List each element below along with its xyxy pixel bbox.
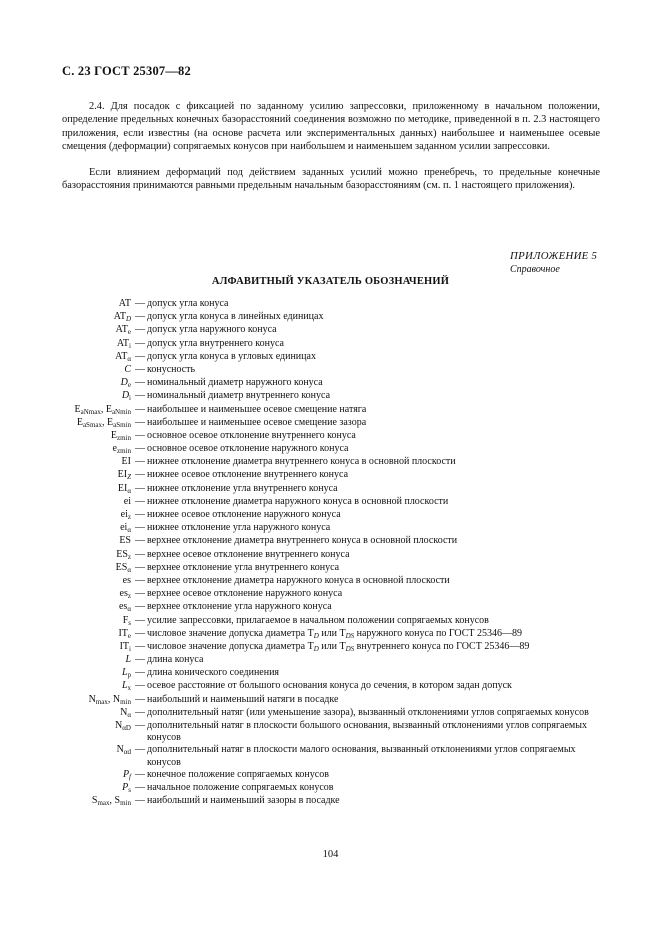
index-description: верхнее отклонение угла внутреннего конуса [147,561,340,573]
appendix-note: Справочное [510,264,560,275]
index-description: верхнее отклонение угла наружного конуса [147,601,332,613]
index-row: $IT_i$ — числовое значение допуска диаметра $T_D$ или $T_{DS}$ внутреннего конуса по ГОСТ 25346—89 [0,641,661,654]
index-description: наибольшее и наименьшее осевое смещение зазора [147,416,367,428]
index-symbol: $e_{zmin}$ [112,443,131,456]
index-row: $P_f$ — конечное положение сопрягаемых конусов [0,769,661,782]
index-row: $N_{max}$, $N_{min}$ — наибольший и наименьший натяги в посадке [0,694,661,707]
index-symbol: es [122,574,131,586]
index-description: конечное положение сопрягаемых конусов [147,768,329,780]
index-row: $D_e$ — номинальный диаметр наружного конуса [0,377,661,390]
index-symbol: $P_f$ [122,768,131,781]
index-row: $D_i$ — номинальный диаметр внутреннего конуса [0,390,661,403]
index-row: $N_{\alpha D}$ — дополнительный натяг в плоскости большого основания, вызванный отклонениями углов сопрягаемых конусов [0,720,661,744]
index-symbol: $N_{max}$, $N_{min}$ [88,693,131,706]
index-symbol: $S_{max}$, $S_{min}$ [91,795,131,808]
index-description: допуск угла конуса в линейных единицах [147,311,324,323]
index-description: нижнее отклонение диаметра внутреннего конуса в основной плоскости [147,456,456,468]
index-symbol: $L_p$ [121,667,131,680]
index-description: верхнее отклонение диаметра внутреннего конуса в основной плоскости [147,535,458,547]
index-row: $ei_\alpha$ — нижнее отклонение угла наружного конуса [0,522,661,535]
index-row: $AT_\alpha$ — допуск угла конуса в угловых единицах [0,351,661,364]
index-description: дополнительный натяг (или уменьшение зазора), вызванный отклонениями углов сопрягаемых конусов [147,706,589,718]
index-row: L — длина конуса [0,654,661,667]
paragraph-deformation: Если влиянием деформаций под действием заданных усилий можно пренебречь, то предельные конечные базорасстояния принимаются равными предельным начальным базорасстояниям (см. п. 1 настоящего приложения). [62,167,600,192]
index-description: верхнее отклонение диаметра наружного конуса в основной плоскости [147,574,450,586]
index-symbol: $E_{zmin}$ [110,429,131,442]
index-description: дополнительный натяг в плоскости малого основания, вызванный отклонениями углов сопрягаемых конусов [147,744,576,768]
index-symbol: $P_s$ [122,782,131,794]
index-description: нижнее отклонение угла наружного конуса [147,522,331,534]
index-symbol: C [124,363,131,375]
index-symbol: $IT_e$ [118,627,131,640]
index-symbol: $ei_\alpha$ [120,522,131,535]
index-symbol: $IT_i$ [119,640,131,653]
index-symbol: $es_z$ [119,588,131,601]
index-description: номинальный диаметр наружного конуса [147,377,323,389]
index-row: EI — нижнее отклонение диаметра внутреннего конуса в основной плоскости [0,456,661,469]
index-row: $E_{aNmax}$, $E_{aNmin}$ — наибольшее и наименьшее осевое смещение натяга [0,404,661,417]
index-symbol: $E_{aSmax}$, $E_{aSmin}$ [76,416,131,429]
paragraph-2-4: 2.4. Для посадок с фиксацией по заданному усилию запрессовки, приложенному в начальном положении, определение предельных конечных базорасстояний соединения возможно по методике, приведенной в п. 2.3 настоящего приложения, если известны (на основе расчета или экспериментальных данных) наибольшее и наименьшее осевые смещения (деформации) сопрягаемых конусов при наибольшем и наименьшем заданном усилии запрессовки. [62,101,600,153]
index-row: $e_{zmin}$ — основное осевое отклонение наружного конуса [0,443,661,456]
index-row: $L_p$ — длина конического соединения [0,667,661,680]
index-description: верхнее осевое отклонение внутреннего конуса [147,548,350,560]
index-row: $AT_D$ — допуск угла конуса в линейных единицах [0,311,661,324]
index-title: АЛФАВИТНЫЙ УКАЗАТЕЛЬ ОБОЗНАЧЕНИЙ [211,276,450,287]
index-symbol: $AT_i$ [116,337,131,350]
index-row: $P_s$ — начальное положение сопрягаемых конусов [0,782,661,795]
index-row: $ei_z$ — нижнее осевое отклонение наружного конуса [0,509,661,522]
index-description: нижнее отклонение угла внутреннего конуса [147,482,338,494]
index-row: $EI_\alpha$ — нижнее отклонение угла внутреннего конуса [0,483,661,496]
index-symbol: $N_{\alpha D}$ [115,720,131,732]
appendix-label: ПРИЛОЖЕНИЕ 5 [510,250,598,262]
index-description: наибольшее и наименьшее осевое смещение натяга [147,403,367,415]
index-row: $F_s$ — усилие запрессовки, прилагаемое в начальном положении сопрягаемых конусов [0,615,661,628]
index-description: допуск угла внутреннего конуса [147,337,284,349]
index-description: нижнее осевое отклонение внутреннего конуса [147,469,349,481]
index-symbol: AT [118,298,131,309]
index-symbol: $L_x$ [121,680,131,693]
index-description: нижнее отклонение диаметра наружного конуса в основной плоскости [147,495,449,507]
index-row: $es_z$ — верхнее осевое отклонение наружного конуса [0,588,661,601]
index-symbol: $F_s$ [122,614,131,627]
index-symbol: $D_i$ [121,390,131,403]
index-description: дополнительный натяг в плоскости большого основания, вызванный отклонениями углов сопрягаемых конусов [147,720,587,744]
index-description: усилие запрессовки, прилагаемое в начальном положении сопрягаемых конусов [147,614,489,626]
symbol-index [0,298,661,808]
index-description: наибольший и наименьший зазоры в посадке [147,795,340,807]
index-row: $N_\alpha$ — дополнительный натяг (или уменьшение зазора), вызванный отклонениями углов сопрягаемых конусов [0,707,661,720]
index-description: длина конического соединения [147,667,280,679]
index-description: основное осевое отклонение внутреннего конуса [147,429,356,441]
index-row: AT — допуск угла конуса [0,298,661,311]
index-symbol: L [125,654,131,666]
index-symbol: $ei_z$ [120,509,131,521]
index-description: основное осевое отклонение наружного конуса [147,443,349,455]
index-row: $EI_Z$ — нижнее осевое отклонение внутреннего конуса [0,469,661,482]
index-symbol: $N_\alpha$ [120,706,131,719]
index-symbol: EI [121,456,131,468]
index-symbol: $ES_\alpha$ [115,561,131,574]
index-symbol: $ES_z$ [116,548,131,561]
index-row: $ES_\alpha$ — верхнее отклонение угла внутреннего конуса [0,562,661,575]
index-row: C — конусность [0,364,661,377]
index-description: длина конуса [147,654,204,666]
index-description: наибольший и наименьший натяги в посадке [147,693,339,705]
index-row: ei — нижнее отклонение диаметра наружного конуса в основной плоскости [0,496,661,509]
index-row: es — верхнее отклонение диаметра наружного конуса в основной плоскости [0,575,661,588]
index-description: осевое расстояние от большого основания конуса до сечения, в котором задан допуск [147,680,512,692]
index-symbol: $AT_e$ [115,324,131,337]
index-row: $E_{aSmax}$, $E_{aSmin}$ — наибольшее и наименьшее осевое смещение зазора [0,417,661,430]
index-symbol: $es_\alpha$ [118,601,131,614]
page-header: С. 23 ГОСТ 25307—82 [62,64,191,78]
index-row: ES — верхнее отклонение диаметра внутреннего конуса в основной плоскости [0,535,661,548]
index-symbol: $AT_D$ [113,311,131,324]
index-symbol: $E_{aNmax}$, $E_{aNmin}$ [74,403,131,416]
index-description: конусность [147,363,196,375]
index-symbol: ES [119,535,131,547]
page-number: 104 [322,849,339,860]
index-row: $S_{max}$, $S_{min}$ — наибольший и наименьший зазоры в посадке [0,795,661,808]
index-description: верхнее осевое отклонение наружного конуса [147,588,343,600]
index-description: допуск угла конуса [147,298,229,309]
index-row: $N_{\alpha d}$ — дополнительный натяг в плоскости малого основания, вызванный отклонениями углов сопрягаемых конусов [0,744,661,768]
index-symbol: $EI_\alpha$ [117,482,131,495]
index-description: допуск угла наружного конуса [147,324,277,336]
index-description: числовое значение допуска диаметра $T_D$ или $T_{DS}$ внутреннего конуса по ГОСТ 25346—89 [147,640,530,653]
index-description: номинальный диаметр внутреннего конуса [147,390,331,402]
index-row: $E_{zmin}$ — основное осевое отклонение внутреннего конуса [0,430,661,443]
index-description: нижнее осевое отклонение наружного конуса [147,509,341,520]
index-row: $AT_e$ — допуск угла наружного конуса [0,324,661,337]
index-symbol: ei [123,495,131,507]
index-description: начальное положение сопрягаемых конусов [147,782,334,793]
index-symbol: $D_e$ [120,377,131,390]
index-row: $ES_z$ — верхнее осевое отклонение внутреннего конуса [0,549,661,562]
index-row: $AT_i$ — допуск угла внутреннего конуса [0,338,661,351]
index-symbol: $EI_Z$ [117,469,131,482]
index-row: $L_x$ — осевое расстояние от большого основания конуса до сечения, в котором задан допуск [0,680,661,693]
index-symbol: $AT_\alpha$ [115,350,131,363]
index-symbol: $N_{\alpha d}$ [116,744,131,757]
index-description: числовое значение допуска диаметра $T_D$ или $T_{DS}$ наружного конуса по ГОСТ 25346—89 [147,627,522,640]
index-row: $IT_e$ — числовое значение допуска диаметра $T_D$ или $T_{DS}$ наружного конуса по ГОСТ 25346—89 [0,628,661,641]
index-row: $es_\alpha$ — верхнее отклонение угла наружного конуса [0,601,661,614]
index-description: допуск угла конуса в угловых единицах [147,350,316,362]
